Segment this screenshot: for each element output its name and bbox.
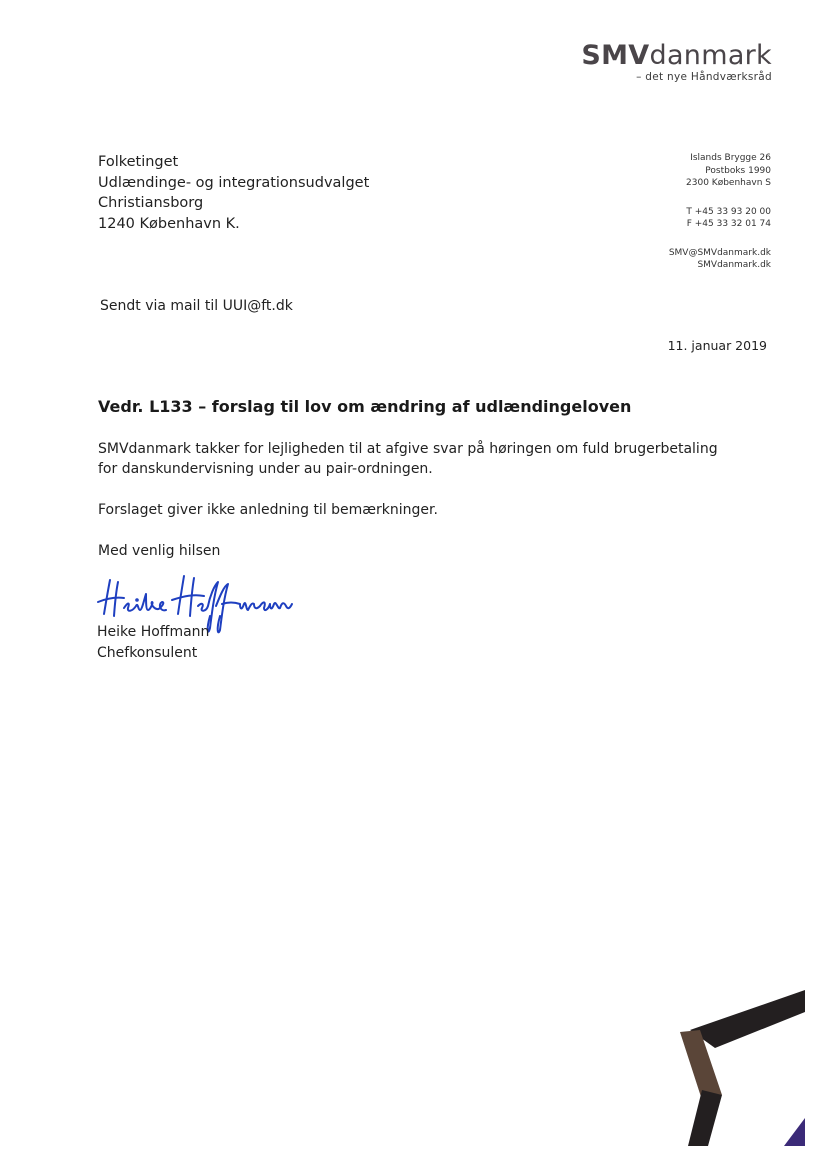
phone-line: T +45 33 93 20 00: [686, 206, 771, 217]
signatory-name: Heike Hoffmann: [97, 624, 210, 640]
letter-date: 11. januar 2019: [667, 338, 767, 353]
address-line: Postboks 1990: [705, 165, 771, 176]
deco-bar-top: [690, 990, 805, 1048]
deco-bar-bottom: [688, 1090, 722, 1146]
fax-line: F +45 33 32 01 74: [686, 219, 771, 229]
recipient-line: Folketinget: [98, 154, 179, 170]
address-line: Islands Brygge 26: [690, 153, 771, 163]
body-paragraph: SMVdanmark takker for lejligheden til at afgive svar på høringen om fuld brugerbetaling for danskundervisning under au pair-ordningen.: [98, 441, 718, 477]
address-line: 2300 København S: [686, 178, 771, 188]
email-line: SMV@SMVdanmark.dk: [668, 247, 771, 258]
logo-wordmark: SMVdanmark: [581, 40, 772, 71]
body-paragraph: Forslaget giver ikke anledning til bemærkninger.: [98, 502, 438, 518]
sent-via-note: Sendt via mail til UUI@ft.dk: [100, 298, 293, 314]
logo-tagline: – det nye Håndværksråd: [636, 71, 772, 83]
website-line: SMVdanmark.dk: [697, 260, 771, 270]
letter-subject: Vedr. L133 – forslag til lov om ændring af udlændingeloven: [98, 397, 632, 416]
recipient-line: Christiansborg: [98, 195, 204, 211]
sender-contact: [669, 152, 771, 272]
recipient-address: [98, 152, 369, 234]
recipient-line: 1240 København K.: [98, 215, 240, 232]
signatory-title: Chefkonsulent: [97, 645, 198, 661]
company-logo: [581, 42, 772, 83]
closing-greeting: Med venlig hilsen: [98, 543, 221, 559]
recipient-line: Udlændinge- og integrationsudvalget: [98, 174, 370, 191]
deco-triangle-purple: [784, 1118, 805, 1146]
deco-bar-brown: [680, 1030, 722, 1100]
